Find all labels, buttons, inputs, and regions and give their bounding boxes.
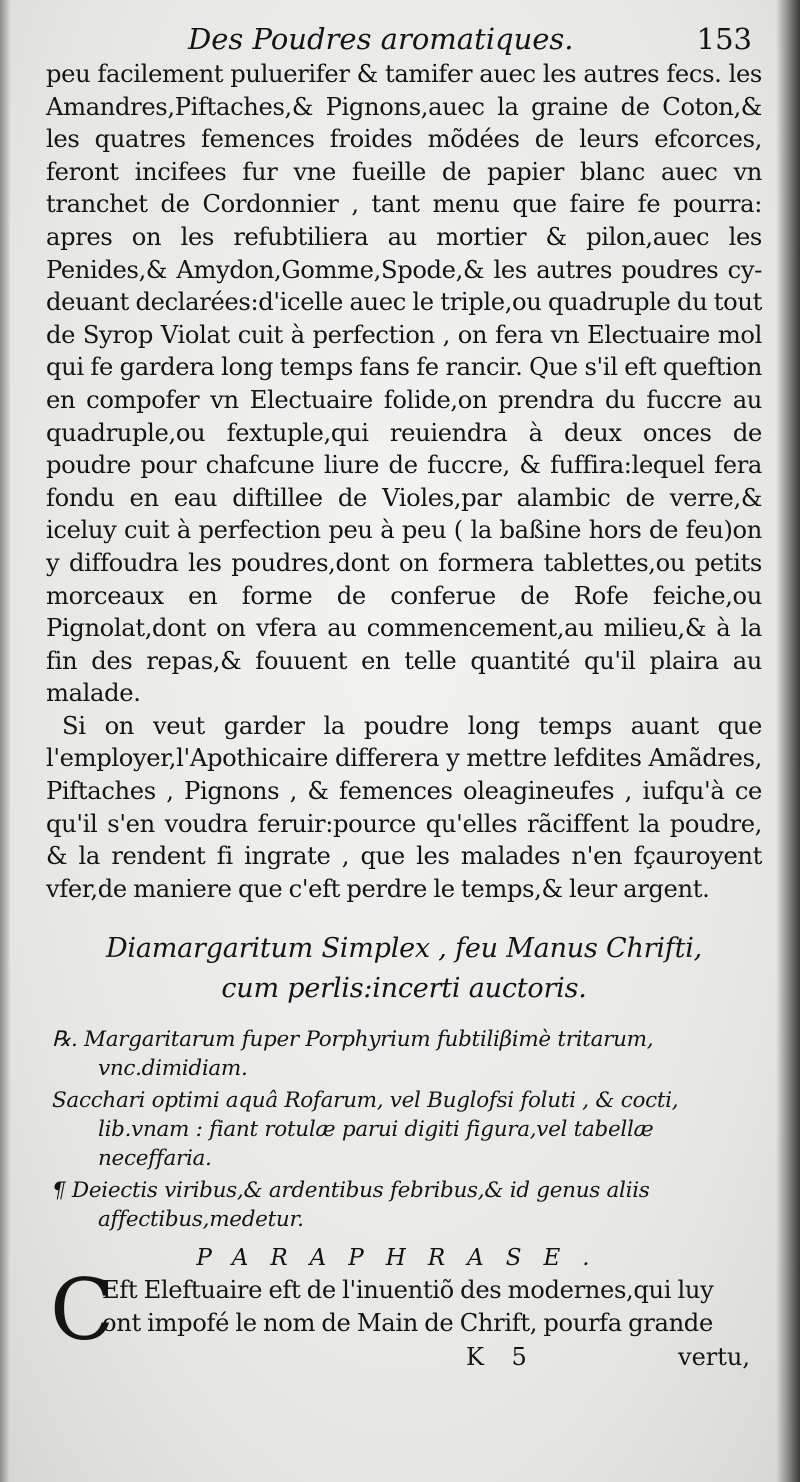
running-title: Des Poudres aromatiques.: [188, 22, 574, 56]
page-left-edge-shadow: [0, 0, 10, 1482]
catch-word: vertu,: [678, 1342, 750, 1371]
paraphrase-line-1: Eft Eleftuaire eft de l'inuentiõ des modernes,qui luy: [102, 1276, 714, 1305]
signature-mark: K 5: [466, 1342, 537, 1371]
page-number: 153: [696, 22, 752, 56]
recipe-entry-usage: ¶ Deiectis viribus,& ardentibus febribus,& id genus aliis affectibus,medetur.: [52, 1178, 650, 1233]
page-footer: [46, 1340, 762, 1374]
recipe-entry-margaritarum: ℞. Margaritarum fuper Porphyrium fubtiliβimè tritarum, vnc.dimidiam.: [52, 1027, 654, 1082]
paraphrase-line-2: ont impofé le nom de Main de Chrift, pourfa grande: [102, 1309, 713, 1338]
recipe-list: [46, 1025, 762, 1234]
running-head: [46, 20, 762, 58]
paraphrase-heading: PARAPHRASE.: [196, 1245, 612, 1272]
recipe-entry-sacchari: Sacchari optimi aquâ Rofarum, vel Buglofsi foluti , & cocti, lib.vnam : fiant rotulæ parui digiti figura,vel tabellæ neceffaria.: [52, 1088, 679, 1172]
page-right-edge-shadow: [776, 0, 800, 1482]
paragraph-2: Si on veut garder la poudre long temps auant que l'employer,l'Apothicaire differera y mettre lefdites Amãdres, Piftaches , Pignons , & femences oleagineufes , iufqu'à ce qu'il s'en voudra feruir:pource qu'elles rãciffent la poudre, & la rendent fi ingrate , que les malades n'en fçauroyent vfer,de maniere que c'eft perdre le temps,& leur argent.: [46, 711, 762, 903]
paragraph-1: peu facilement puluerifer & tamifer auec les autres fecs. les Amandres,Piftaches,& Pignons,auec la graine de Coton,& les quatres femences froides mõdées de leurs efcorces, feront incifees fur vne fueille de papier blanc auec vn tranchet de Cordonnier , tant menu que faire fe pourra: apres on les refubtiliera au mortier & pilon,auec les Penides,& Amydon,Gomme,Spode,& les autres poudres cy-deuant declarées:d'icelle auec le triple,ou quadruple du tout de Syrop Violat cuit à perfection , on fera vn Electuaire mol qui fe gardera long temps fans fe rancir. Que s'il eft queftion en compofer vn Electuaire folide,on prendra du fuccre au quadruple,ou fextuple,qui reuiendra à deux onces de poudre pour chafcune liure de fuccre, & fuffira:lequel fera fondu en eau diftillee de Violes,par alambic de verre,& iceluy cuit à perfection peu à peu ( la baßine hors de feu)on y diffoudra les poudres,dont on formera tablettes,ou petits morceaux en forme de conferue de Rofe feiche,ou Pignolat,dont on vfera au commencement,au milieu,& à la fin des repas,& fouuent en telle quantité qu'il plaira au malade.: [46, 60, 762, 708]
recipe-title-line-1: Diamargaritum Simplex , feu Manus Chrifti,: [105, 933, 703, 965]
drop-cap: C: [50, 1261, 114, 1360]
main-text: [46, 58, 762, 905]
recipe-title-line-2: cum perlis:incerti auctoris.: [221, 973, 587, 1005]
recipe-title: [46, 929, 762, 1009]
